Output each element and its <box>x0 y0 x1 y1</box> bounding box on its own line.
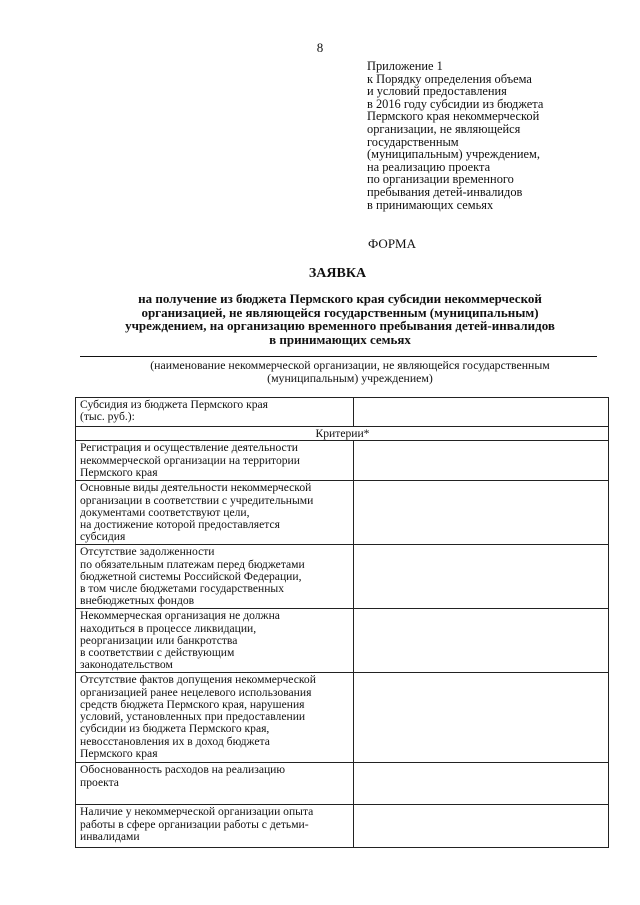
cell-line: Некоммерческая организация не должна <box>80 609 280 623</box>
subsidy-row <box>76 398 609 427</box>
appendix-line: государственным <box>367 134 459 149</box>
cell-line: Пермского края <box>80 465 158 479</box>
criterion-label-cell <box>76 805 354 848</box>
criterion-label-cell <box>76 763 354 805</box>
table-row <box>76 763 609 805</box>
criterion-value-cell[interactable] <box>354 441 609 481</box>
subsidy-value-cell[interactable] <box>354 398 609 427</box>
appendix-line: на реализацию проекта <box>367 159 491 174</box>
cell-line: некоммерческой организации на территории <box>80 453 300 467</box>
cell-line: условий, установленных при предоставлении <box>80 710 306 724</box>
cell-line: по обязательным платежам перед бюджетами <box>80 557 305 571</box>
criterion-value-cell[interactable] <box>354 805 609 848</box>
appendix-line: по организации временного <box>367 172 514 187</box>
subsidy-label-cell <box>76 398 354 427</box>
appendix-line: пребывания детей-инвалидов <box>367 184 523 199</box>
cell-line: инвалидами <box>80 829 140 843</box>
appendix-line: Приложение 1 <box>367 59 443 73</box>
document-subtitle <box>70 292 610 346</box>
cell-line: Наличие у некоммерческой организации опыта <box>80 805 314 819</box>
criterion-label-cell <box>76 609 354 673</box>
cell-line: бюджетной системы Российской Федерации, <box>80 569 302 583</box>
document-title: ЗАЯВКА <box>308 266 367 281</box>
cell-line: законодательством <box>80 658 173 672</box>
criterion-value-cell[interactable] <box>354 609 609 673</box>
cell-line: проекта <box>80 775 119 789</box>
criterion-label-cell <box>76 673 354 763</box>
cell-line: Регистрация и осуществление деятельности <box>80 441 298 455</box>
appendix-line: (муниципальным) учреждением, <box>367 147 540 162</box>
cell-line: организацией ранее нецелевого использования <box>80 685 312 699</box>
appendix-line: и условий предоставления <box>367 84 507 99</box>
table-row <box>76 805 609 848</box>
subtitle-line: на получение из бюджета Пермского края субсидии некоммерческой <box>138 291 542 306</box>
form-label: ФОРМА <box>368 236 416 251</box>
table-row <box>76 481 609 545</box>
criterion-label-cell <box>76 481 354 545</box>
page-number: 8 <box>316 40 324 55</box>
cell-line: субсидия <box>80 530 126 544</box>
criterion-value-cell[interactable] <box>354 673 609 763</box>
cell-line: в том числе бюджетами государственных <box>80 582 284 596</box>
subtitle-line: организацией, не являющейся государственным (муниципальным) <box>141 304 539 320</box>
cell-line: в соответствии с действующим <box>80 646 235 660</box>
cell-line: внебюджетных фондов <box>80 594 195 608</box>
table-row <box>76 673 609 763</box>
subtitle-line: в принимающих семьях <box>269 331 411 347</box>
cell-line: документами соответствуют цели, <box>80 505 250 519</box>
cell-line: организации в соответствии с учредительными <box>80 493 314 507</box>
appendix-line: Пермского края некоммерческой <box>367 109 540 124</box>
table-row <box>76 545 609 609</box>
cell-line: средств бюджета Пермского края, нарушения <box>80 697 305 711</box>
cell-line: субсидии из бюджета Пермского края, <box>80 722 270 736</box>
appendix-line: в 2016 году субсидии из бюджета <box>367 96 544 111</box>
appendix-line: организации, не являющейся <box>367 121 521 136</box>
cell-line: Субсидия из бюджета Пермского края <box>80 398 269 411</box>
appendix-block <box>367 60 627 211</box>
cell-line: Пермского края <box>80 747 158 761</box>
organization-name-line[interactable] <box>80 356 597 357</box>
organization-name-caption <box>100 359 600 385</box>
criteria-header-row <box>76 427 609 441</box>
criteria-header: Критерии* <box>76 427 609 441</box>
cell-line: Основные виды деятельности некоммерческой <box>80 481 312 495</box>
criterion-label-cell <box>76 545 354 609</box>
cell-line: Отсутствие фактов допущения некоммерческой <box>80 673 316 687</box>
appendix-line: к Порядку определения объема <box>367 71 532 86</box>
caption-line: (наименование некоммерческой организации, не являющейся государственным <box>150 358 550 372</box>
cell-line: (тыс. руб.): <box>80 410 135 424</box>
cell-line: работы в сфере организации работы с детьми- <box>80 817 309 831</box>
cell-line: Отсутствие задолженности <box>80 545 215 559</box>
cell-line: на достижение которой предоставляется <box>80 518 280 532</box>
criteria-table <box>75 397 609 848</box>
table-row <box>76 609 609 673</box>
criterion-value-cell[interactable] <box>354 763 609 805</box>
caption-line: (муниципальным) учреждением) <box>267 371 433 385</box>
cell-line: находиться в процессе ликвидации, <box>80 621 257 635</box>
criterion-label-cell <box>76 441 354 481</box>
appendix-line: в принимающих семьях <box>367 197 494 212</box>
cell-line: реорганизации или банкротства <box>80 633 238 647</box>
subtitle-line: учреждением, на организацию временного пребывания детей-инвалидов <box>125 318 555 334</box>
criterion-value-cell[interactable] <box>354 481 609 545</box>
table-row <box>76 441 609 481</box>
criterion-value-cell[interactable] <box>354 545 609 609</box>
cell-line: невосстановления их в доход бюджета <box>80 734 270 748</box>
cell-line: Обоснованность расходов на реализацию <box>80 763 286 777</box>
